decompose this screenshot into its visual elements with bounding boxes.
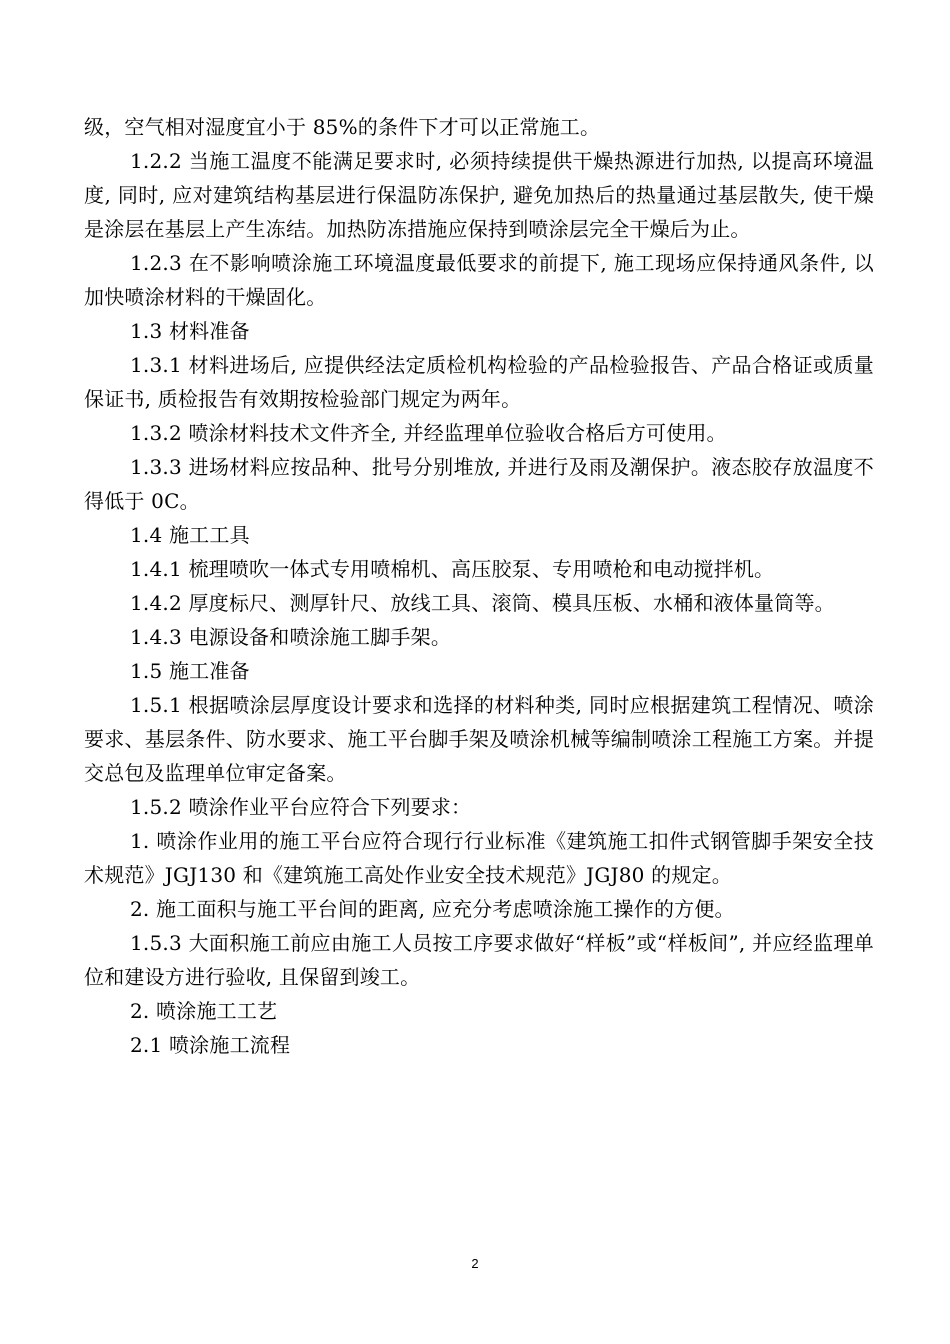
paragraph-1-4-2: 1.4.2 厚度标尺、测厚针尺、放线工具、滚筒、模具压板、水桶和液体量筒等。 — [130, 591, 835, 615]
section-heading-2-1: 2.1 喷涂施工流程 — [130, 1033, 291, 1057]
page-number: 2 — [471, 1256, 479, 1271]
section-heading-1-4: 1.4 施工工具 — [130, 523, 250, 547]
section-heading-1-3: 1.3 材料准备 — [130, 319, 250, 343]
document-body — [84, 110, 874, 1062]
paragraph-1-4-1: 1.4.1 梳理喷吹一体式专用喷棉机、高压胶泵、专用喷枪和电动搅拌机。 — [130, 557, 775, 581]
list-item-1: 1. 喷涂作业用的施工平台应符合现行行业标准《建筑施工扣件式钢管脚手架安全技术规范》JGJ130 和《建筑施工高处作业安全技术规范》JGJ80 的规定。 — [84, 829, 874, 887]
list-item-2: 2. 施工面积与施工平台间的距离, 应充分考虑喷涂施工操作的方便。 — [130, 897, 735, 921]
section-heading-2: 2. 喷涂施工工艺 — [130, 999, 278, 1023]
paragraph-1-2-2: 1.2.2 当施工温度不能满足要求时, 必须持续提供干燥热源进行加热, 以提高环境温度, 同时, 应对建筑结构基层进行保温防冻保护, 避免加热后的热量通过基层散失, 使干燥是涂层在基层上产生冻结。加热防冻措施应保持到喷涂层完全干燥后为止。 — [84, 149, 874, 241]
section-heading-1-5: 1.5 施工准备 — [130, 659, 250, 683]
paragraph-1-3-3: 1.3.3 进场材料应按品种、批号分别堆放, 并进行及雨及潮保护。液态胶存放温度不得低于 0C。 — [84, 455, 874, 513]
paragraph-1-3-2: 1.3.2 喷涂材料技术文件齐全, 并经监理单位验收合格后方可使用。 — [130, 421, 727, 445]
paragraph-continuation: 级，空气相对湿度宜小于 85%的条件下才可以正常施工。 — [84, 115, 601, 139]
paragraph-1-3-1: 1.3.1 材料进场后, 应提供经法定质检机构检验的产品检验报告、产品合格证或质量保证书, 质检报告有效期按检验部门规定为两年。 — [84, 353, 874, 411]
paragraph-1-5-2: 1.5.2 喷涂作业平台应符合下列要求： — [130, 795, 472, 819]
paragraph-1-5-1: 1.5.1 根据喷涂层厚度设计要求和选择的材料种类, 同时应根据建筑工程情况、喷涂要求、基层条件、防水要求、施工平台脚手架及喷涂机械等编制喷涂工程施工方案。并提交总包及监理单位审定备案。 — [84, 693, 874, 785]
paragraph-1-2-3: 1.2.3 在不影响喷涂施工环境温度最低要求的前提下, 施工现场应保持通风条件, 以加快喷涂材料的干燥固化。 — [84, 251, 874, 309]
paragraph-1-5-3: 1.5.3 大面积施工前应由施工人员按工序要求做好“样板”或“样板间”, 并应经监理单位和建设方进行验收, 且保留到竣工。 — [84, 931, 874, 989]
paragraph-1-4-3: 1.4.3 电源设备和喷涂施工脚手架。 — [130, 625, 452, 649]
